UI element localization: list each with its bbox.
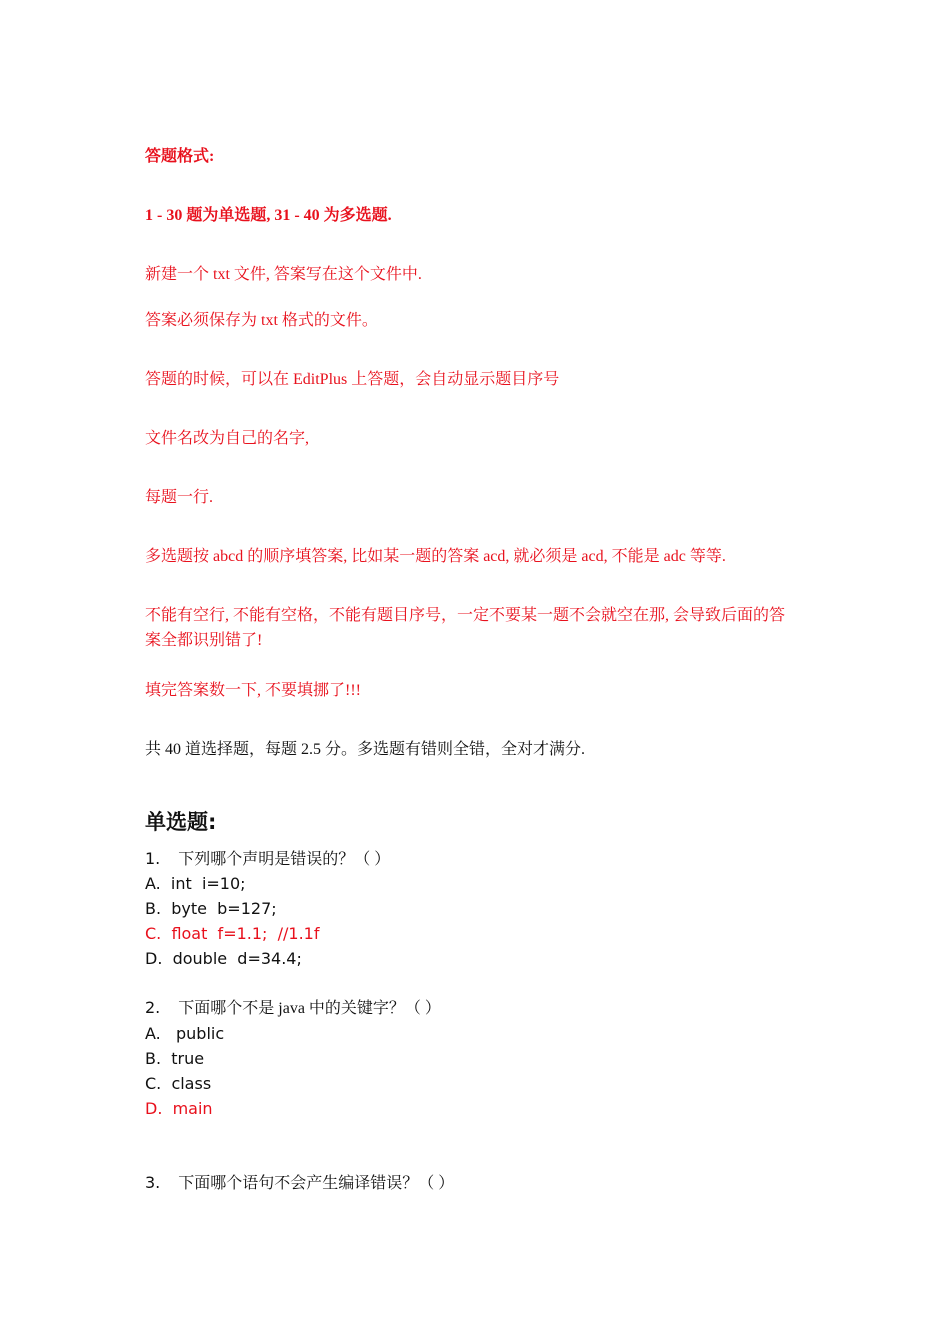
instruction-new-file: 新建一个 txt 文件, 答案写在这个文件中.	[145, 266, 422, 283]
option-label: C.	[145, 1074, 162, 1093]
option-text: double d=34.4;	[172, 949, 302, 968]
instruction-count-check: 填完答案数一下, 不要填挪了!!!	[145, 682, 361, 699]
option-1d	[145, 947, 302, 971]
instruction-one-per-line: 每题一行.	[145, 489, 214, 506]
section-title: 单选题:	[145, 810, 217, 834]
instruction-editplus: 答题的时候，可以在 EditPlus 上答题，会自动显示题目序号	[145, 371, 560, 388]
option-1a	[145, 872, 246, 896]
option-text: main	[172, 1099, 213, 1118]
option-label: D.	[145, 949, 163, 968]
question-text: 下面哪个不是 java 中的关键字？（ ）	[178, 1000, 441, 1017]
option-2d-correct	[145, 1097, 213, 1121]
instruction-rename: 文件名改为自己的名字,	[145, 430, 310, 447]
format-title: 答题格式:	[145, 148, 215, 165]
option-label: B.	[145, 1049, 162, 1068]
question-ranges: 1 - 30 题为单选题, 31 - 40 为多选题.	[145, 207, 392, 224]
question-3	[145, 1171, 454, 1196]
question-1	[145, 847, 390, 872]
option-2c	[145, 1072, 211, 1096]
question-number: 2.	[145, 998, 161, 1017]
question-number: 3.	[145, 1173, 161, 1192]
question-text: 下列哪个声明是错误的？（ ）	[178, 851, 391, 868]
option-1b	[145, 897, 277, 921]
option-text: class	[171, 1074, 212, 1093]
instruction-abcd-order: 多选题按 abcd 的顺序填答案, 比如某一题的答案 acd, 就必须是 acd, 不能是 adc 等等.	[145, 548, 726, 565]
question-text: 下面哪个语句不会产生编译错误？（ ）	[178, 1175, 455, 1192]
option-label: A.	[145, 874, 161, 893]
instruction-no-blank-line-1: 不能有空行, 不能有空格，不能有题目序号，一定不要某一题不会就空在那, 会导致后面的答	[145, 607, 786, 624]
instruction-save-txt: 答案必须保存为 txt 格式的文件。	[145, 312, 378, 329]
option-label: A.	[145, 1024, 161, 1043]
option-text: float f=1.1; //1.1f	[171, 924, 320, 943]
option-2b	[145, 1047, 204, 1071]
option-text: true	[171, 1049, 205, 1068]
scoring-note: 共 40 道选择题，每题 2.5 分。多选题有错则全错，全对才满分.	[145, 741, 586, 758]
option-label: C.	[145, 924, 162, 943]
option-label: B.	[145, 899, 162, 918]
option-text: byte b=127;	[171, 899, 277, 918]
option-text: public	[170, 1024, 225, 1043]
instruction-no-blank-line-2: 案全都识别错了!	[145, 632, 263, 649]
question-number: 1.	[145, 849, 161, 868]
question-2	[145, 996, 441, 1021]
option-label: D.	[145, 1099, 163, 1118]
option-text: int i=10;	[170, 874, 246, 893]
option-1c-correct	[145, 922, 319, 946]
option-2a	[145, 1022, 224, 1046]
